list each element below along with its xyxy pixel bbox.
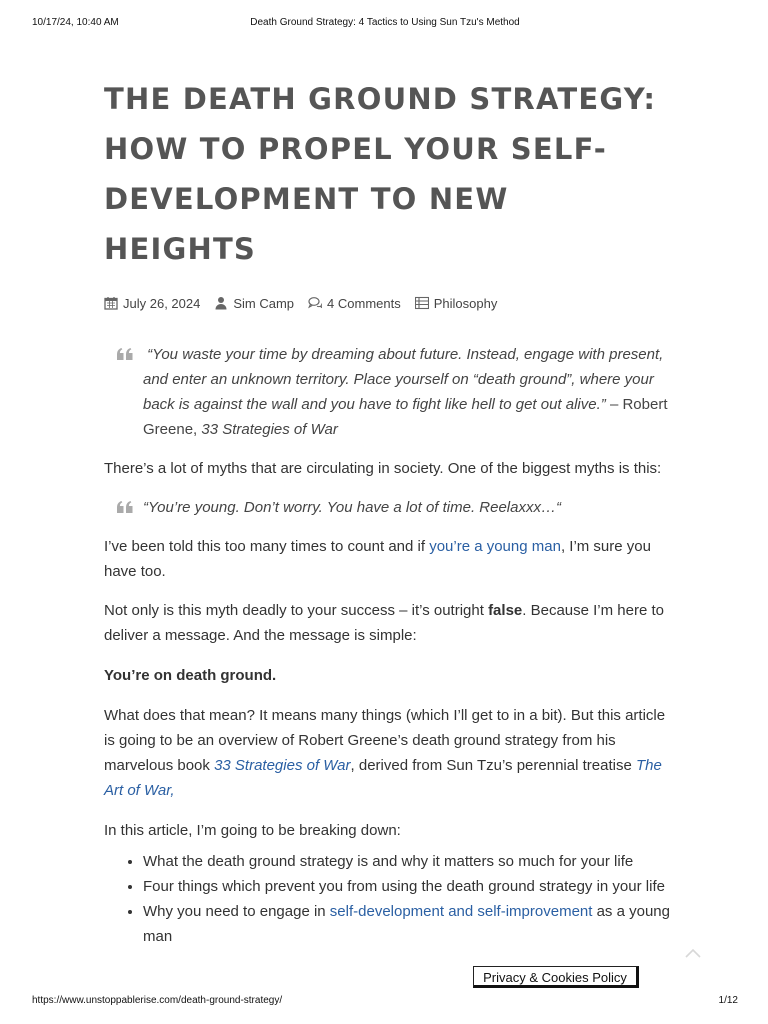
paragraph-overview — [104, 703, 670, 803]
article — [104, 74, 670, 949]
meta-author[interactable] — [214, 296, 294, 311]
user-icon — [214, 296, 228, 310]
quote-young-text: “You’re young. Don’t worry. You have a lot of time. Reelaxxx…“ — [143, 499, 561, 516]
print-page-number: 1/12 — [718, 995, 738, 1006]
quote-greene-attribution: – Robert Greene, — [143, 396, 668, 438]
scroll-to-top-button[interactable] — [684, 946, 702, 958]
list-item: • Four things which prevent you from using the death ground strategy in your life — [143, 874, 670, 899]
comments-icon — [308, 296, 322, 310]
meta-date-text: July 26, 2024 — [123, 295, 201, 311]
link-33-strategies[interactable]: 33 Strategies of War — [214, 757, 351, 774]
paragraph-told — [104, 534, 670, 584]
paragraph-myths: There’s a lot of myths that are circulating in society. One of the biggest myths is this: — [104, 460, 662, 477]
paragraph-told-after: , I’m sure you have too. — [104, 538, 651, 580]
quote-greene-book: 33 Strategies of War — [201, 421, 338, 438]
print-datetime: 10/17/24, 10:40 AM — [32, 17, 119, 28]
chevron-up-icon — [684, 947, 702, 959]
link-young-man[interactable]: you’re a young man — [429, 538, 561, 555]
list-item-before: Why you need to engage in — [143, 903, 330, 920]
print-footer — [32, 995, 738, 1009]
quote-greene-text: “You waste your time by dreaming about future. Instead, engage with present, and enter an unknown territory. Place yourself on “death ground”, where your back is against the wall and you have to fight like hell to get out alive.” — [143, 346, 664, 413]
paragraph-myth-bold: false — [488, 602, 523, 619]
bullet-list — [104, 849, 670, 949]
paragraph-myth-after: . Because I’m here to deliver a message. And the message is simple: — [104, 602, 665, 644]
meta-comments[interactable] — [308, 296, 401, 311]
list-item — [143, 899, 670, 949]
list-item: • What the death ground strategy is and why it matters so much for your life — [143, 849, 670, 874]
article-title: THE DEATH GROUND STRATEGY: HOW TO PROPEL YOUR SELF-DEVELOPMENT TO NEW HEIGHTS — [104, 82, 657, 266]
paragraph-myth-false — [104, 598, 670, 648]
paragraph-death-ground: You’re on death ground. — [104, 667, 277, 684]
link-art-of-war[interactable]: The Art of War, — [104, 757, 662, 799]
paragraph-overview-before: What does that mean? It means many things (which I’ll get to in a bit). But this article is going to be an overview of Robert Greene’s death ground strategy from his marvelous book — [104, 707, 666, 774]
quote-young — [104, 495, 670, 520]
meta-comments-text[interactable]: 4 Comments — [327, 295, 401, 311]
paragraph-breaking-down: In this article, I’m going to be breaking down: — [104, 822, 401, 839]
list-item-after: as a young man — [143, 903, 670, 945]
calendar-icon — [104, 296, 118, 310]
meta-date — [104, 296, 200, 311]
privacy-cookies-button[interactable]: Privacy & Cookies Policy — [473, 966, 639, 988]
quote-icon — [117, 348, 133, 360]
quote-icon — [117, 501, 133, 513]
list-icon — [415, 296, 429, 310]
meta-category[interactable] — [415, 296, 498, 311]
paragraph-told-before: I’ve been told this too many times to count and if — [104, 538, 430, 555]
quote-greene — [104, 342, 670, 442]
meta-author-text[interactable]: Sim Camp — [233, 295, 295, 311]
print-url: https://www.unstoppablerise.com/death-ground-strategy/ — [32, 995, 283, 1006]
paragraph-overview-middle: , derived from Sun Tzu’s perennial treatise — [350, 757, 636, 774]
print-header — [32, 17, 738, 31]
post-meta — [104, 294, 670, 312]
link-self-development[interactable]: self-development and self-improvement — [329, 903, 593, 920]
meta-category-text[interactable]: Philosophy — [433, 295, 498, 311]
paragraph-myth-before: Not only is this myth deadly to your success – it’s outright — [104, 602, 489, 619]
print-doc-title: Death Ground Strategy: 4 Tactics to Using Sun Tzu's Method — [250, 17, 520, 28]
